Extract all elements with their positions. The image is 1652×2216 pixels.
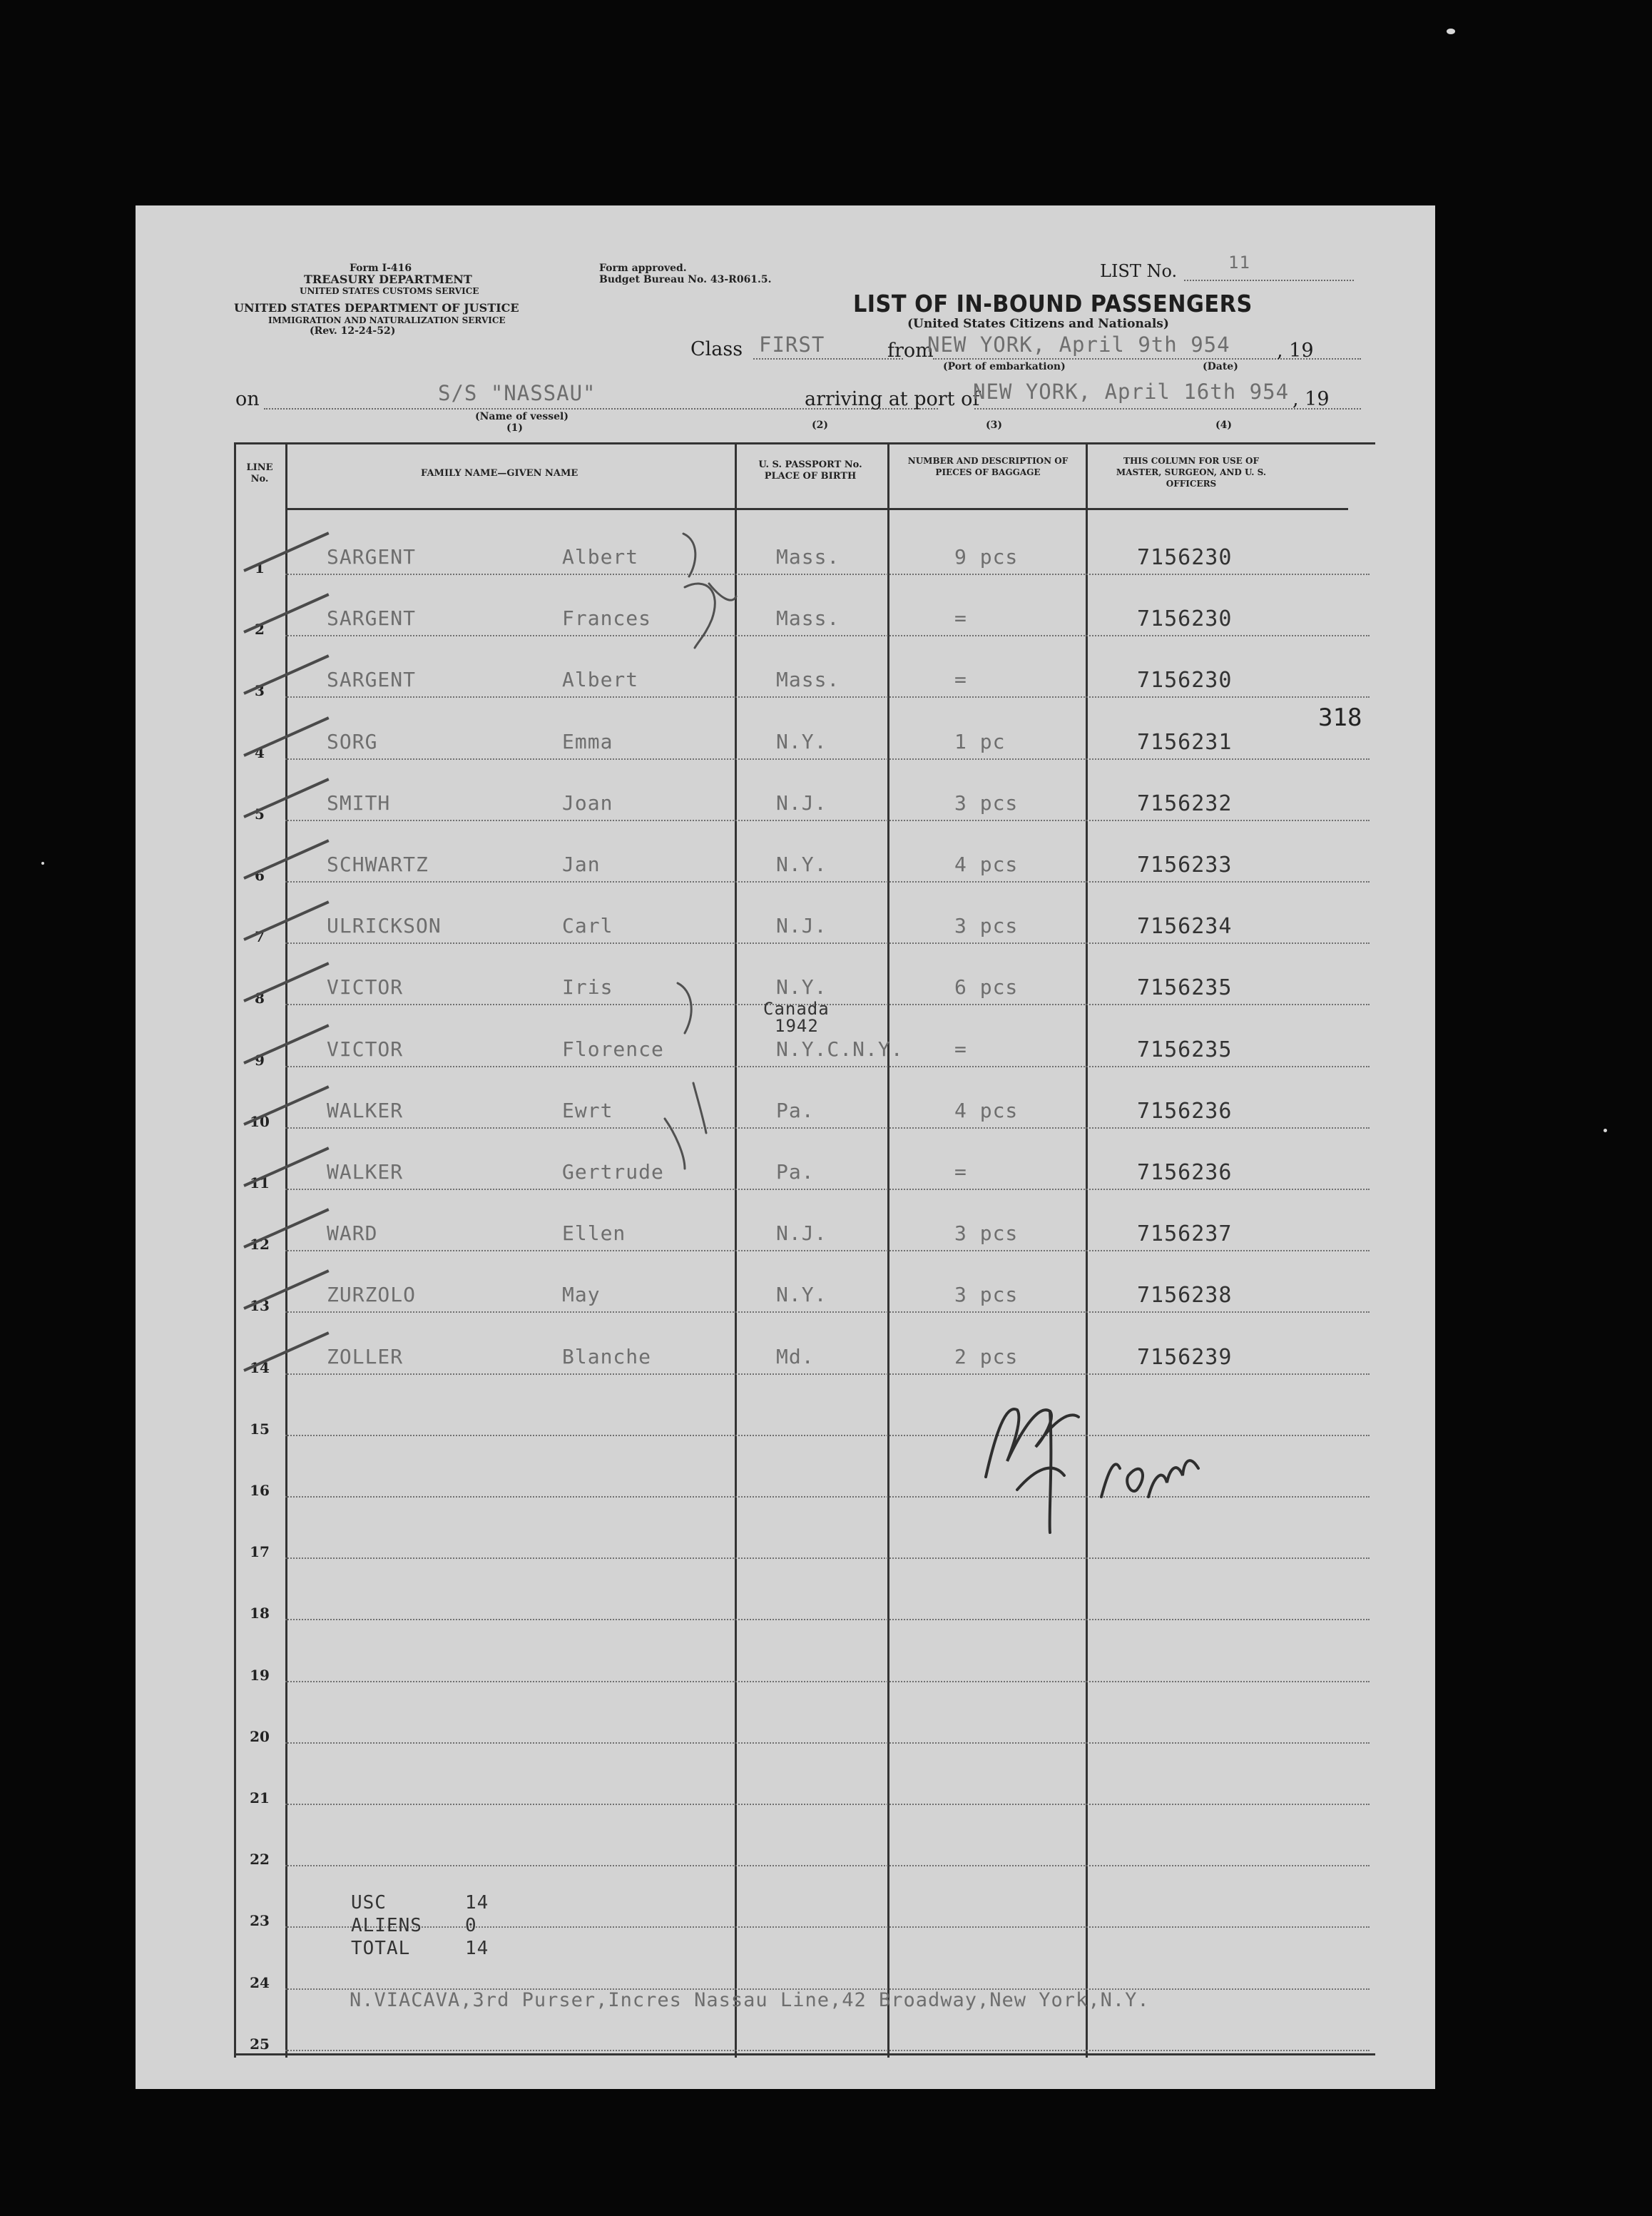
officer-number: 7156230 [1137, 545, 1233, 570]
given-name: Ellen [562, 1221, 626, 1246]
line-number: 25 [250, 2035, 270, 2053]
officer-number: 7156237 [1137, 1221, 1233, 1247]
given-name: Iris [562, 975, 613, 1000]
col-header-name: FAMILY NAME—GIVEN NAME [421, 468, 578, 479]
officer-number: 7156236 [1137, 1160, 1233, 1185]
family-name: WARD [327, 1221, 378, 1246]
given-name: Gertrude [562, 1160, 664, 1184]
passenger-list-form [136, 205, 1435, 2089]
family-name: ULRICKSON [327, 914, 442, 938]
officer-number: 7156236 [1137, 1098, 1233, 1124]
year-label: , 19 [1277, 340, 1314, 362]
baggage-desc: 4 pcs [954, 1098, 1019, 1122]
baggage-desc: 1 pc [954, 729, 1006, 753]
line-number: 19 [250, 1666, 270, 1684]
baggage-desc: 9 pcs [954, 545, 1019, 569]
place-of-birth: N.Y. [776, 975, 827, 1000]
from-label: from [887, 340, 934, 362]
officer-number: 7156239 [1137, 1344, 1233, 1370]
baggage-desc: 3 pcs [954, 1221, 1019, 1246]
line-number: 14 [250, 1358, 270, 1376]
place-of-birth: N.Y. [776, 853, 827, 876]
line-number: 2 [255, 621, 265, 639]
baggage-desc: = [954, 606, 967, 631]
vessel-name: S/S "NASSAU" [438, 381, 596, 405]
officer-number: 7156234 [1137, 914, 1233, 940]
family-name: SARGENT [327, 606, 417, 631]
total-label: TOTAL [351, 1938, 411, 1959]
given-name: Jan [562, 853, 601, 876]
family-name: SARGENT [327, 545, 417, 569]
line-number: 23 [250, 1912, 270, 1930]
given-name: Albert [562, 545, 639, 569]
total-value: 14 [465, 1938, 489, 1959]
ins-service: IMMIGRATION AND NATURALIZATION SERVICE [268, 315, 506, 325]
arrival-port-date: NEW YORK, April 16th 954 [973, 380, 1290, 404]
baggage-desc: 4 pcs [954, 853, 1019, 876]
given-name: Blanche [562, 1344, 652, 1368]
class-label: Class [690, 338, 743, 360]
place-of-birth: N.J. [776, 791, 827, 815]
line-number: 9 [255, 1051, 265, 1069]
officer-number: 7156233 [1137, 853, 1233, 878]
form-approved: Form approved. [599, 263, 687, 274]
line-number: 11 [250, 1174, 270, 1191]
line-number: 16 [250, 1482, 270, 1499]
dust-speck [41, 862, 44, 865]
baggage-desc: = [954, 1037, 967, 1061]
given-name: Emma [562, 729, 613, 753]
family-name: SMITH [327, 791, 391, 815]
line-number: 13 [250, 1297, 270, 1315]
baggage-desc: = [954, 668, 967, 692]
list-no-label: LIST No. [1100, 261, 1178, 281]
given-name: Florence [562, 1037, 664, 1061]
vessel-caption: (Name of vessel) [475, 411, 568, 422]
family-name: VICTOR [327, 975, 404, 1000]
form-subtitle: (United States Citizens and Nationals) [907, 317, 1169, 331]
caption-3: (3) [986, 420, 1002, 431]
officer-number: 7156230 [1137, 606, 1233, 632]
family-name: SCHWARTZ [327, 853, 429, 876]
revision-date: (Rev. 12-24-52) [310, 325, 396, 337]
form-number: Form I-416 [350, 263, 412, 274]
baggage-desc: = [954, 1160, 967, 1184]
col-header-passport: U. S. PASSPORT No. PLACE OF BIRTH [758, 459, 862, 482]
baggage-desc: 6 pcs [954, 975, 1019, 1000]
baggage-desc: 3 pcs [954, 914, 1019, 938]
aliens-label: ALIENS [351, 1915, 422, 1936]
treasury-dept: TREASURY DEPARTMENT [304, 273, 472, 286]
baggage-desc: 2 pcs [954, 1344, 1019, 1368]
given-name: Frances [562, 606, 652, 631]
officer-number: 7156230 [1137, 668, 1233, 693]
line-number: 5 [255, 805, 265, 823]
family-name: SORG [327, 729, 378, 753]
officer-number: 7156235 [1137, 975, 1233, 1001]
line-number: 8 [255, 990, 265, 1007]
place-of-birth: Mass. [776, 606, 840, 631]
place-of-birth: N.Y. [776, 1283, 827, 1307]
caption-4: (4) [1215, 420, 1232, 431]
usc-value: 14 [465, 1892, 489, 1913]
line-number: 10 [250, 1112, 270, 1130]
class-value: FIRST [759, 332, 825, 357]
family-name: WALKER [327, 1160, 404, 1184]
given-name: Ewrt [562, 1098, 613, 1122]
officer-number: 7156238 [1137, 1283, 1233, 1308]
line-number: 18 [250, 1605, 270, 1622]
place-of-birth: N.J. [776, 1221, 827, 1246]
officer-number: 7156235 [1137, 1037, 1233, 1062]
line-number: 15 [250, 1420, 270, 1438]
place-of-birth: N.J. [776, 914, 827, 938]
purser-signature-line: N.VIACAVA,3rd Purser,Incres Nassau Line,42 Broadway,New York,N.Y. [350, 1989, 1150, 2011]
family-name: WALKER [327, 1098, 404, 1122]
form-title: LIST OF IN-BOUND PASSENGERS [853, 290, 1253, 317]
customs-service: UNITED STATES CUSTOMS SERVICE [300, 286, 479, 296]
baggage-desc: 3 pcs [954, 1283, 1019, 1307]
place-of-birth: Md. [776, 1344, 815, 1368]
line-number: 17 [250, 1543, 270, 1561]
given-name: Albert [562, 668, 639, 692]
given-name: Carl [562, 914, 613, 938]
line-number: 1 [255, 559, 265, 576]
line-number: 12 [250, 1236, 270, 1254]
family-name: VICTOR [327, 1037, 404, 1061]
canada-note: Canada [763, 999, 830, 1019]
date-caption: (Date) [1203, 361, 1238, 372]
place-of-birth: Pa. [776, 1098, 815, 1122]
line-number: 6 [255, 867, 265, 884]
list-no-value: 11 [1228, 253, 1250, 273]
officer-number: 7156232 [1137, 791, 1233, 816]
col-header-line-no: LINE No. [246, 462, 273, 484]
line-number: 7 [255, 928, 265, 946]
line-number: 20 [250, 1727, 270, 1745]
place-of-birth: N.Y.C.N.Y. [776, 1037, 904, 1061]
margin-number: 318 [1318, 703, 1362, 732]
on-label: on [235, 388, 260, 410]
place-of-birth: Pa. [776, 1160, 815, 1184]
officer-number: 7156231 [1137, 729, 1233, 755]
line-number: 21 [250, 1789, 270, 1806]
line-number: 3 [255, 682, 265, 700]
line-number: 24 [250, 1973, 270, 1991]
place-of-birth: N.Y. [776, 729, 827, 753]
family-name: SARGENT [327, 668, 417, 692]
dust-speck [1603, 1129, 1607, 1132]
baggage-desc: 3 pcs [954, 791, 1019, 815]
handwritten-marks [136, 205, 1435, 2089]
place-of-birth: Mass. [776, 668, 840, 692]
arriving-label: arriving at port of [805, 388, 980, 410]
given-name: May [562, 1283, 601, 1307]
usc-label: USC [351, 1892, 387, 1913]
line-number: 4 [255, 743, 265, 761]
line-number: 22 [250, 1851, 270, 1869]
budget-bureau: Budget Bureau No. 43-R061.5. [599, 274, 772, 285]
port-embarkation-caption: (Port of embarkation) [943, 361, 1066, 372]
justice-dept: UNITED STATES DEPARTMENT OF JUSTICE [234, 301, 519, 315]
family-name: ZOLLER [327, 1344, 404, 1368]
place-of-birth: Mass. [776, 545, 840, 569]
port-embarkation-date: NEW YORK, April 9th 954 [927, 332, 1230, 357]
year-note: 1942 [775, 1016, 819, 1036]
col-header-baggage: NUMBER AND DESCRIPTION OF PIECES OF BAGGAGE [907, 456, 1069, 477]
aliens-value: 0 [465, 1915, 477, 1936]
family-name: ZURZOLO [327, 1283, 417, 1307]
dust-speck [1447, 29, 1455, 34]
year-label-arrival: , 19 [1292, 388, 1330, 410]
caption-2: (2) [812, 420, 828, 431]
col-header-officers: THIS COLUMN FOR USE OF MASTER, SURGEON, AND U. S. OFFICERS [1116, 456, 1267, 489]
given-name: Joan [562, 791, 613, 815]
caption-1: (1) [506, 422, 523, 434]
